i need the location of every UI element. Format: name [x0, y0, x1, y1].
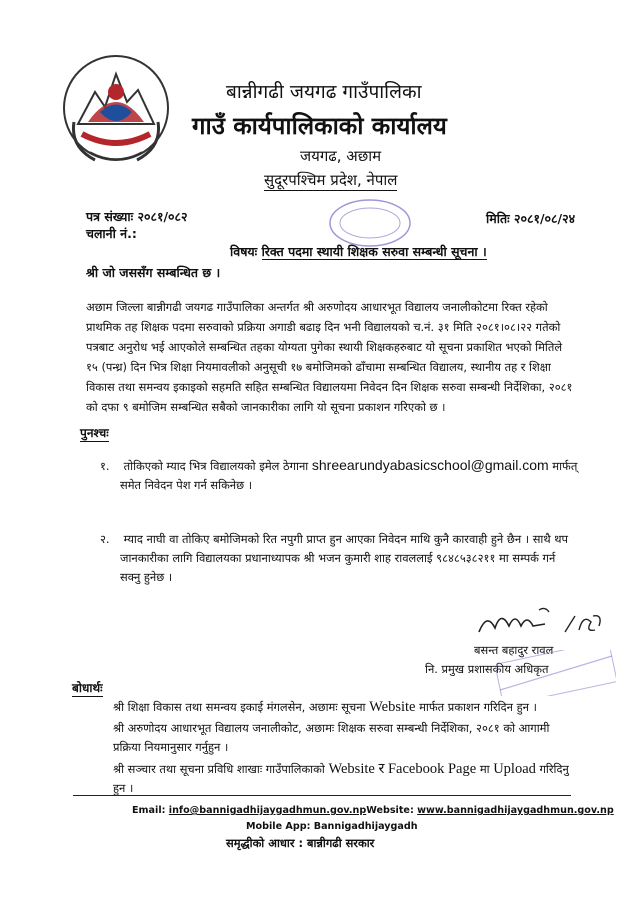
cc-text: श्री अरुणोदय आधारभूत विद्यालय जनालीकोट, अछामः शिक्षक सरुवा सम्बन्धी निर्देशिका, २०८१ को आगामी	[113, 721, 550, 735]
body-line: को दफा ९ बमोजिम सम्बन्धित सबैको जानकारीका लागि यो सूचना प्रकाशन गरिएको छ ।	[86, 400, 446, 414]
item-text: समेत निवेदन पेश गर्न सकिनेछ ।	[120, 478, 253, 492]
cc-text: श्री सञ्चार तथा सूचना प्रविधि शाखाः गाउँपालिकाको	[113, 762, 325, 776]
cc-text: श्री शिक्षा विकास तथा समन्वय इकाई मंगलसेन, अछामः सूचना	[113, 700, 366, 714]
item-text: मार्फत्	[552, 459, 578, 473]
body-line: पत्रबाट अनुरोध भई आएकोले सम्बन्धित तहका योग्यता पुगेका स्थायी शिक्षकहरुबाट यो सूचना प्रकाशित भएको मितिले	[86, 340, 563, 354]
footer-divider	[73, 795, 571, 796]
footer-website-link[interactable]: www.bannigadhijaygadhmun.gov.np	[417, 805, 614, 816]
officer-stamp-icon	[496, 650, 616, 696]
signatory-name: बसन्त बहादुर रावल	[474, 643, 554, 657]
footer-email-link[interactable]: info@bannigadhijaygadhmun.gov.np	[168, 805, 367, 816]
cc-text: Website	[369, 699, 416, 715]
subject-label: विषयः	[230, 244, 258, 259]
office-stamp-icon	[328, 198, 412, 248]
office-location: जयगढ, अछाम	[300, 147, 382, 165]
body-line: अछाम जिल्ला बान्नीगढी जयगढ गाउँपालिका अन्तर्गत श्री अरुणोदय आधारभूत विद्यालय जनालीकोटमा रिक्त रहेको	[86, 300, 548, 314]
cc-item	[113, 719, 613, 757]
item-text: तोकिएको म्याद भित्र विद्यालयको इमेल ठेगाना	[123, 459, 309, 473]
nepal-emblem-icon	[60, 52, 172, 170]
cc-text: Website र Facebook Page	[328, 761, 477, 777]
item-number: १.	[100, 459, 110, 473]
cc-item	[113, 760, 613, 798]
postscript-item	[100, 456, 620, 495]
cc-heading: बोधार्थः	[72, 681, 103, 695]
cc-text: Upload	[493, 761, 536, 777]
item-number: २.	[100, 532, 110, 546]
letter-number: पत्र संख्याः २०८१/०८२	[86, 209, 188, 224]
cc-text: मार्फत प्रकाशन गरिदिन हुन ।	[419, 700, 537, 714]
item-text: म्याद नाघी वा तोकिए बमोजिमको रित नपुगी प्राप्त हुन आएका निवेदन माथि कुनै कारवाही हुने छैन । साथै थप	[123, 532, 569, 546]
footer-contact	[132, 805, 614, 816]
signatory-title: नि. प्रमुख प्रशासकीय अधिकृत	[425, 662, 549, 676]
body-line: प्राथमिक तह शिक्षक पदमा सरुवाको प्रक्रिया अगाडी बढाइ दिन भनी विद्यालयको च.नं. ३१ मिति २०८१।०८।२२ गतेको	[86, 320, 561, 334]
cc-item	[113, 698, 613, 717]
municipality-name: बान्नीगढी जयगढ गाउँपालिका	[226, 81, 422, 103]
signature-icon	[475, 602, 615, 642]
footer-mobile-app: Mobile App: Bannigadhijaygadh	[246, 821, 418, 832]
cc-text: गरिदिनु	[539, 762, 569, 776]
addressee: श्री जो जससँग सम्बन्धित छ ।	[86, 265, 221, 280]
subject-text: रिक्त पदमा स्थायी शिक्षक सरुवा सम्बन्धी सूचना ।	[261, 244, 487, 259]
subject-line	[230, 243, 487, 260]
body-line: १५ (पन्ध्र) दिन भित्र शिक्षा नियमावलीको अनुसूची १७ बमोजिमको ढाँचामा सम्बन्धित विद्यालय, स्थानीय तह र शिक्षा	[86, 360, 551, 374]
postscript-heading: पुनश्चः	[80, 426, 109, 440]
dispatch-number: चलानी नं.:	[86, 226, 137, 241]
email-label: Email:	[132, 805, 166, 816]
school-email-link[interactable]: shreearundyabasicschool@gmail.com	[311, 457, 549, 473]
item-text: सक्नु हुनेछ ।	[120, 570, 173, 584]
postscript-item	[100, 530, 620, 587]
footer-motto: समृद्धीको आधार : बान्नीगढी सरकार	[226, 836, 375, 850]
website-label: Website:	[366, 805, 414, 816]
office-title: गाउँ कार्यपालिकाको कार्यालय	[192, 112, 447, 140]
notice-body	[86, 297, 608, 417]
province-name: सुदूरपश्चिम प्रदेश, नेपाल	[264, 171, 398, 189]
cc-text: प्रक्रिया नियमानुसार गर्नुहुन ।	[113, 740, 229, 754]
item-text: जानकारीका लागि विद्यालयका प्रधानाध्यापक श्री भजन कुमारी शाह रावललाई ९८४८५३८२११ मा सम्पर्क गर्न	[120, 551, 556, 565]
cc-text: हुन ।	[113, 781, 134, 795]
letter-date: मितिः २०८१/०८/२४	[486, 211, 576, 226]
body-line: विकास तथा समन्वय इकाइको सहमति सहित सम्बन्धित विद्यालयमा निवेदन दिन शिक्षक सरुवा सम्बन्धी निर्देशिका, २०८१	[86, 380, 573, 394]
cc-text: मा	[479, 762, 490, 776]
